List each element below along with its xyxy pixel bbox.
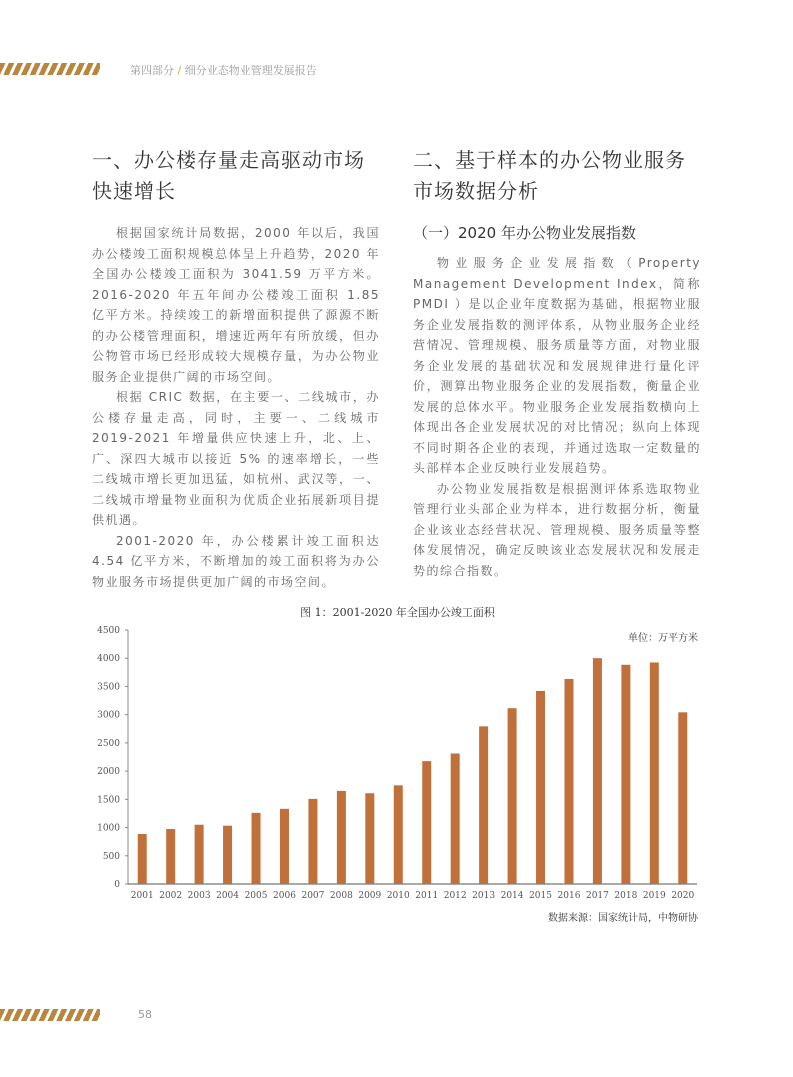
x-tick-label: 2004	[216, 891, 240, 901]
y-tick-label: 4000	[97, 654, 120, 665]
bar	[451, 754, 460, 884]
y-tick-label: 4500	[97, 626, 120, 636]
bar	[280, 809, 289, 884]
y-tick-label: 0	[114, 880, 120, 890]
x-tick-label: 2012	[443, 891, 467, 901]
y-tick-label: 1000	[97, 823, 120, 834]
x-tick-label: 2005	[244, 891, 268, 901]
bar	[422, 761, 431, 884]
paragraph: 根据 CRIC 数据，在主要一、二线城市，办公楼存量走高，同时，主要一、二线城市 2019-2021 年增量供应快速上升，北、上、广、深四大城市以接近 5% 的速率增长，一些二线城市增长更加迅猛，如杭州、武汉等，一、二线城市增量物业面积为优质企业拓展新项目提供机遇。	[92, 390, 380, 527]
right-column	[413, 145, 701, 592]
y-tick-label: 2500	[97, 738, 120, 749]
page-number: 58	[138, 1008, 152, 1021]
bar	[678, 712, 687, 884]
x-tick-label: 2009	[358, 891, 382, 901]
x-tick-label: 2007	[301, 891, 325, 901]
chart-title: 图 1：2001-2020 年全国办公竣工面积	[300, 606, 495, 619]
header-stripe-decoration	[0, 63, 100, 75]
chart-source: 数据来源：国家统计局，中物研协	[548, 913, 698, 924]
bar	[252, 813, 261, 884]
y-tick-label: 3500	[97, 682, 120, 693]
paragraph: 物业服务企业发展指数（Property Management Development Index，简称 PMDI ）是以企业年度数据为基础，根据物业服务企业发展指数的测评体系，从物业服务企业经营情况、管理规模、服务质量等方面，对物业服务企业发展的基础状况和发展规律进行量化评价，测算出物业服务企业的发展指数，衡量企业发展的总体水平。物业服务企业发展指数横向上体现出各企业发展状况的对比情况；纵向上体现不同时期各企业的表现，并通过选取一定数量的头部样本企业反映行业发展趋势。	[413, 256, 701, 475]
chart-svg	[85, 606, 710, 906]
x-tick-label: 2018	[614, 891, 638, 901]
subsection-heading: （一）2020 年办公物业发展指数	[413, 224, 636, 242]
bar	[195, 825, 204, 884]
bar	[564, 679, 573, 884]
x-tick-label: 2006	[273, 891, 296, 901]
bar	[621, 665, 630, 884]
x-tick-label: 2015	[529, 891, 552, 901]
x-tick-label: 2020	[671, 891, 695, 901]
section-heading-2: 二、基于样本的办公物业服务市场数据分析	[413, 148, 686, 203]
x-tick-label: 2011	[415, 891, 439, 901]
bar	[536, 691, 545, 884]
x-tick-label: 2010	[386, 891, 410, 901]
footer-stripe-decoration	[0, 1009, 100, 1021]
x-tick-label: 2016	[557, 891, 581, 901]
paragraph: 2001-2020 年，办公楼累计竣工面积达 4.54 亿平方米，不断增加的竣工面积将为办公物业服务市场提供更加广阔的市场空间。	[92, 533, 380, 589]
bar	[650, 662, 659, 884]
bar	[308, 799, 317, 884]
y-tick-label: 2000	[97, 767, 120, 778]
x-tick-label: 2002	[159, 891, 183, 901]
running-header	[130, 62, 317, 78]
x-tick-label: 2017	[585, 891, 609, 901]
bar	[365, 793, 374, 884]
y-tick-label: 1500	[97, 795, 120, 806]
bar	[508, 708, 517, 884]
chart-unit: 单位：万平方米	[628, 633, 698, 644]
bar	[166, 829, 175, 884]
header-section: 第四部分	[130, 64, 174, 77]
bar	[223, 826, 232, 884]
bar	[394, 785, 403, 884]
section-heading-1: 一、办公楼存量走高驱动市场快速增长	[92, 148, 365, 203]
bar	[593, 658, 602, 884]
y-tick-label: 3000	[97, 710, 120, 721]
y-tick-label: 500	[102, 851, 120, 862]
x-tick-label: 2001	[130, 891, 154, 901]
x-tick-label: 2014	[500, 891, 524, 901]
x-tick-label: 2019	[642, 891, 666, 901]
header-title: 细分业态物业管理发展报告	[184, 64, 317, 77]
bar	[337, 791, 346, 884]
page-body	[0, 145, 793, 926]
header-separator: /	[177, 64, 182, 77]
text-columns	[0, 145, 793, 592]
bar	[138, 834, 147, 884]
bar-chart	[85, 606, 710, 926]
x-tick-label: 2008	[329, 891, 353, 901]
paragraph: 根据国家统计局数据，2000 年以后，我国办公楼竣工面积规模总体呈上升趋势，2020 年全国办公楼竣工面积为 3041.59 万平方米。2016-2020 年五年间办公楼竣工面积 1.85 亿平方米。持续竣工的新增面积提供了源源不断的办公楼管理面积，增速近两年有所放缓，但办公物管市场已经形成较大规模存量，为办公物业服务企业提供广阔的市场空间。	[92, 226, 380, 384]
x-tick-label: 2013	[472, 891, 496, 901]
x-tick-label: 2003	[187, 891, 211, 901]
paragraph: 办公物业发展指数是根据测评体系选取物业管理行业头部企业为样本，进行数据分析，衡量企业该业态经营状况、管理规模、服务质量等整体发展情况，确定反映该业态发展状况和发展走势的综合指数。	[413, 481, 701, 578]
left-column	[92, 145, 380, 592]
bar	[479, 726, 488, 884]
